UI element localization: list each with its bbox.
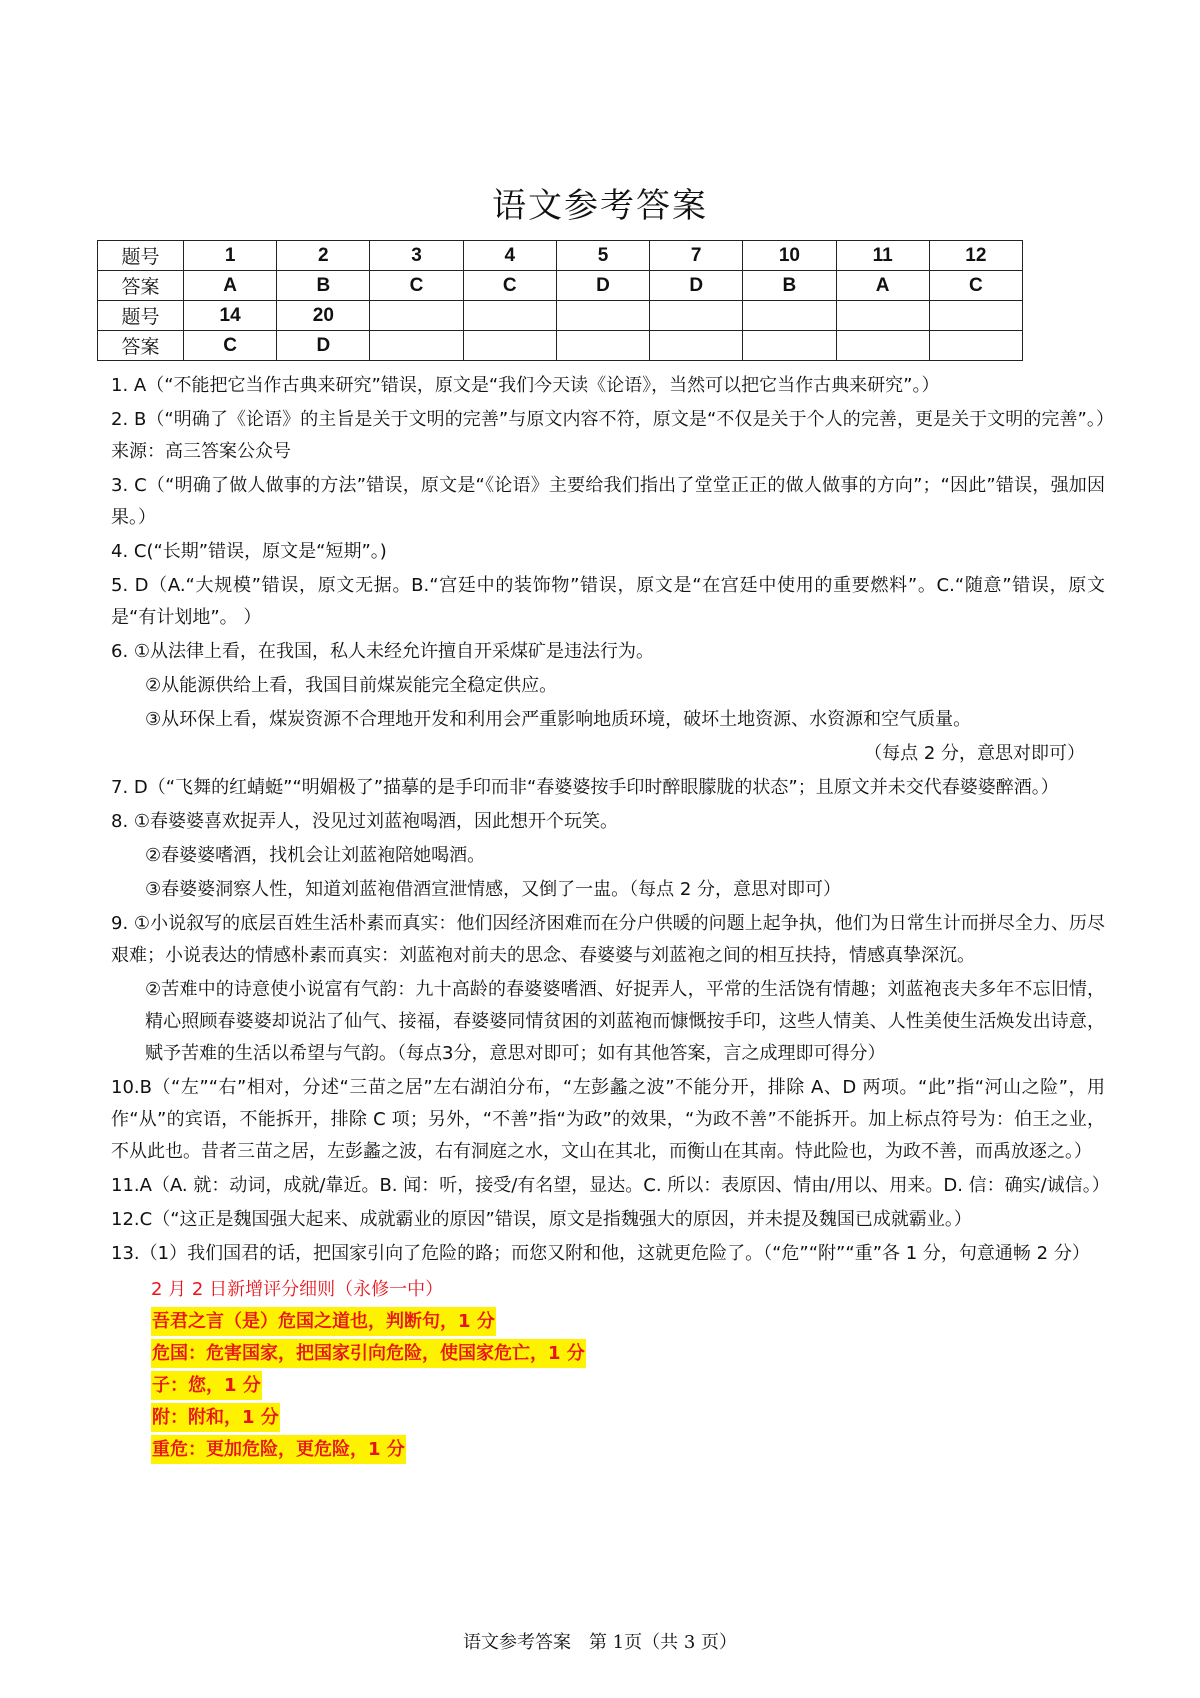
answer-subpoint: ②春婆婆嗜酒，找机会让刘蓝袍陪她喝酒。 xyxy=(145,845,486,866)
page-title: 语文参考答案 xyxy=(492,186,708,226)
table-cell: 7 xyxy=(650,241,743,271)
table-cell xyxy=(929,301,1022,331)
table-cell: B xyxy=(743,271,836,301)
addendum-item: 附：附和，1 分 xyxy=(151,1403,280,1432)
answer-item: 4. C(“长期”错误，原文是“短期”。) xyxy=(111,541,387,562)
scoring-note: （每点 2 分，意思对即可） xyxy=(864,743,1085,764)
answer-explanations xyxy=(111,370,1110,1466)
table-row xyxy=(98,301,1023,331)
table-row xyxy=(98,241,1023,271)
answer-subpoint: ③春婆婆洞察人性，知道刘蓝袍借酒宣泄情感，又倒了一盅。（每点 2 分，意思对即可） xyxy=(145,879,842,900)
answer-table xyxy=(97,240,1023,361)
table-cell xyxy=(743,301,836,331)
addendum-title: 2 月 2 日新增评分细则（永修一中） xyxy=(151,1279,444,1300)
answer-item: 12.C（“这正是魏国强大起来、成就霸业的原因”错误，原文是指魏强大的原因，并未提及魏国已成就霸业。） xyxy=(111,1209,972,1230)
table-cell xyxy=(370,301,463,331)
table-cell: D xyxy=(277,331,370,361)
table-cell xyxy=(743,331,836,361)
answer-item: 3. C（“明确了做人做事的方法”错误，原文是“《论语》主要给我们指出了堂堂正正的做人做事的方向”；“因此”错误，强加因果。） xyxy=(111,475,1105,528)
row-label: 答案 xyxy=(98,271,184,301)
table-cell xyxy=(836,331,929,361)
table-cell xyxy=(463,331,556,361)
table-cell: 10 xyxy=(743,241,836,271)
table-cell: D xyxy=(556,271,649,301)
table-cell: 1 xyxy=(184,241,277,271)
table-cell: D xyxy=(650,271,743,301)
table-cell: 12 xyxy=(929,241,1022,271)
table-cell: 5 xyxy=(556,241,649,271)
table-cell xyxy=(463,301,556,331)
table-cell: 3 xyxy=(370,241,463,271)
table-cell: B xyxy=(277,271,370,301)
table-cell: 20 xyxy=(277,301,370,331)
answer-item: 11.A（A. 就：动词，成就/靠近。B. 闻：听，接受/有名望，显达。C. 所以：表原因、情由/用以、用来。D. 信：确实/诚信。） xyxy=(111,1175,1110,1196)
answer-item: 13.（1）我们国君的话，把国家引向了危险的路；而您又附和他，这就更危险了。（“危”“附”“重”各 1 分，句意通畅 2 分） xyxy=(111,1243,1090,1264)
table-cell xyxy=(370,331,463,361)
answer-item: 7. D（“飞舞的红蜻蜓”“明媚极了”描摹的是手印而非“春婆婆按手印时醉眼朦胧的状态”；且原文并未交代春婆婆醉酒。） xyxy=(111,777,1059,798)
table-cell xyxy=(556,301,649,331)
row-label: 题号 xyxy=(98,241,184,271)
table-cell: A xyxy=(836,271,929,301)
table-cell: C xyxy=(184,331,277,361)
row-label: 答案 xyxy=(98,331,184,361)
answer-subpoint: ②苦难中的诗意使小说富有气韵：九十高龄的春婆婆嗜酒、好捉弄人，平常的生活饶有情趣；刘蓝袍丧夫多年不忘旧情，精心照顾春婆婆却说沾了仙气、接福，春婆婆同情贫困的刘蓝袍而慷慨按手印，这些人情美、人性美使生活焕发出诗意，赋予苦难的生活以希望与气韵。（每点3分，意思对即可；如有其他答案，言之成理即可得分） xyxy=(145,979,1105,1064)
answer-subpoint: ③从环保上看，煤炭资源不合理地开发和利用会严重影响地质环境，破坏土地资源、水资源和空气质量。 xyxy=(145,709,972,730)
answer-item: 2. B（“明确了《论语》的主旨是关于文明的完善”与原文内容不符，原文是“不仅是关于个人的完善，更是关于文明的完善”。）来源：高三答案公众号 xyxy=(111,409,1105,462)
answer-item: 9. ①小说叙写的底层百姓生活朴素而真实：他们因经济困难而在分户供暖的问题上起争执，他们为日常生计而拼尽全力、历尽艰难；小说表达的情感朴素而真实：刘蓝袍对前夫的思念、春婆婆与刘蓝袍之间的相互扶持，情感真挚深沉。 xyxy=(111,913,1105,966)
table-row xyxy=(98,331,1023,361)
addendum-item: 危国：危害国家，把国家引向危险，使国家危亡，1 分 xyxy=(151,1339,586,1368)
addendum-item: 吾君之言（是）危国之道也，判断句，1 分 xyxy=(151,1307,496,1336)
table-cell xyxy=(556,331,649,361)
table-cell: C xyxy=(370,271,463,301)
table-cell: C xyxy=(929,271,1022,301)
table-cell xyxy=(650,331,743,361)
row-label: 题号 xyxy=(98,301,184,331)
table-cell: 4 xyxy=(463,241,556,271)
answer-subpoint: ②从能源供给上看，我国目前煤炭能完全稳定供应。 xyxy=(145,675,558,696)
table-cell: C xyxy=(463,271,556,301)
answer-item: 5. D（A.“大规模”错误，原文无据。B.“宫廷中的装饰物”错误，原文是“在宫廷中使用的重要燃料”。C.“随意”错误，原文是“有计划地”。 ） xyxy=(111,575,1105,628)
answer-item: 10.B（“左”“右”相对，分述“三苗之居”左右湖泊分布，“左彭蠡之波”不能分开，排除 A、D 两项。“此”指“河山之险”，用作“从”的宾语，不能拆开，排除 C 项；另外，“不善”指“为政”的效果，“为政不善”不能拆开。加上标点符号为：伯王之业，不从此也。昔者三苗之居，左彭蠡之波，右有洞庭之水，文山在其北，而衡山在其南。恃此险也，为政不善，而禹放逐之。） xyxy=(111,1077,1105,1162)
addendum-item: 重危：更加危险，更危险，1 分 xyxy=(151,1435,406,1464)
table-cell: 11 xyxy=(836,241,929,271)
table-row xyxy=(98,271,1023,301)
table-cell xyxy=(836,301,929,331)
addendum-item: 子：您，1 分 xyxy=(151,1371,262,1400)
page-footer: 语文参考答案 第 1页（共 3 页） xyxy=(462,1632,738,1653)
answer-item: 6. ①从法律上看，在我国，私人未经允许擅自开采煤矿是违法行为。 xyxy=(111,641,655,662)
scoring-addendum xyxy=(111,1274,1105,1466)
table-cell: 2 xyxy=(277,241,370,271)
answer-item: 8. ①春婆婆喜欢捉弄人，没见过刘蓝袍喝酒，因此想开个玩笑。 xyxy=(111,811,619,832)
answer-item: 1. A（“不能把它当作古典来研究”错误，原文是“我们今天读《论语》，当然可以把它当作古典来研究”。） xyxy=(111,375,940,396)
table-cell xyxy=(650,301,743,331)
table-cell xyxy=(929,331,1022,361)
table-cell: A xyxy=(184,271,277,301)
table-cell: 14 xyxy=(184,301,277,331)
